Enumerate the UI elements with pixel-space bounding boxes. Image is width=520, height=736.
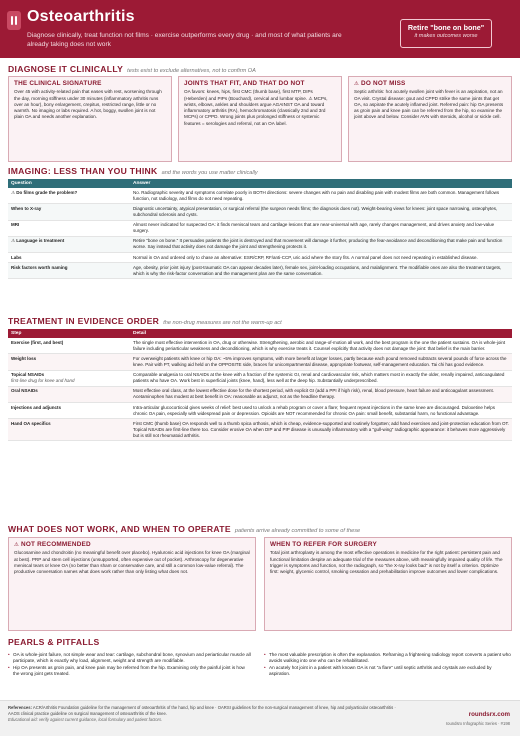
section-note: the non-drug measures are not the warm-up act <box>163 320 282 326</box>
list-item: • An acutely hot joint in a patient with known OA is not "a flare" until septic arthritis and crystals are excluded by aspiration. <box>264 665 512 677</box>
card-joints <box>178 76 342 162</box>
header-banner <box>0 0 520 58</box>
table-header-row <box>8 179 512 188</box>
row-step: Injections and adjuncts <box>8 402 130 418</box>
joint-logo-icon <box>7 11 21 30</box>
warning-icon: ⚠ <box>354 81 360 87</box>
table-row <box>8 402 512 418</box>
row-detail: For overweight patients with knee or hip OA: ~5% improves symptoms, with more benefit at larger losses, partly because each pound removed subtracts several pounds of force across the knee. Pair with PT, walking aid held on the OPPOSITE side, braces for unicompartmental disease, appropriate footwear, self-management education. Tai chi has good evidence. <box>130 354 512 370</box>
card-clinical-signature <box>8 76 172 162</box>
card-title: THE CLINICAL SIGNATURE <box>14 80 102 87</box>
imaging-table <box>8 179 512 279</box>
table-row <box>8 263 512 279</box>
card-do-not-miss <box>348 76 512 162</box>
page-subtitle: Diagnose clinically, treat function not films · exercise outperforms every drug · and most of what patients are already taking does not work <box>27 32 342 49</box>
table-row <box>8 386 512 402</box>
section-note: and the words you use matter clinically <box>161 170 258 176</box>
callout-title: Retire "bone on bone" <box>407 23 485 32</box>
card-body: OA favors: knees, hips, first CMC (thumb base), first MTP, DIPs (Heberden) and PIPs (Bouchard), cervical and lumbar spine. ⚠ MCPs, wrists, elbows, ankles and shoulders argue AGAINST OA and toward inflammatory arthritis (RA), hemochromatosis (classically 2nd and 3rd MCPs) or CPPD. Wrong joints plus prolonged stiffness or systemic features = serologies and referral, not an OA label. <box>184 89 328 126</box>
table-row <box>8 252 512 262</box>
row-step: Hand OA specifics <box>8 419 130 441</box>
section-heading-imaging: IMAGING: LESS THAN YOU THINK and the words you use matter clinically <box>8 166 258 176</box>
educational-note: Educational aid: verify against current guidance, local formulary and patient factors. <box>8 717 163 723</box>
section-heading-pearls: PEARLS & PITFALLS <box>8 637 100 647</box>
section-heading-not-work: WHAT DOES NOT WORK, AND WHEN TO OPERATE patients arrive already committed to some of these <box>8 524 361 534</box>
callout-subtitle: it makes outcomes worse <box>414 32 478 39</box>
row-question: ⚠ Language is treatment <box>8 236 130 252</box>
section-heading-diagnose: DIAGNOSE IT CLINICALLY tests exist to exclude alternatives, not to confirm OA <box>8 64 256 74</box>
card-body: Septic arthritis: hot acutely swollen joint with fever is an aspiration, not an OA visit. Crystal disease: gout and CPPD strike the same joints that get OA, so aspirate the acutely inflamed joint. Referred pain: hip OA presents as groin pain and knee pain can be referred from the hip, so examine the joint above and below. Consider AVN with steroids, alcohol or sickle cell. <box>354 89 504 120</box>
row-question: When to X-ray <box>8 204 130 220</box>
row-answer: Diagnostic uncertainty, atypical presentation, or surgical referral (the surgeon needs films; the diagnosis does not). Weight-bearing views for knees: joint space narrowing, osteophytes, subchondral sclerosis and cysts. <box>130 204 512 220</box>
column-header: Step <box>8 329 130 338</box>
treatment-table <box>8 329 512 441</box>
column-header: Question <box>8 179 130 188</box>
section-heading-treatment: TREATMENT IN EVIDENCE ORDER the non-drug measures are not the warm-up act <box>8 316 282 326</box>
site-link[interactable]: roundsrx.com <box>468 711 510 718</box>
card-title: ⚠ DO NOT MISS <box>354 80 406 87</box>
card-surgery-referral <box>264 537 512 631</box>
section-note: tests exist to exclude alternatives, not to confirm OA <box>127 68 256 74</box>
row-step: Oral NSAIDs <box>8 386 130 402</box>
column-header: Detail <box>130 329 512 338</box>
row-answer: Retire "bone on bone." It persuades patients the joint is destroyed and that movement will damage it further, producing the fear-avoidance and deconditioning that make pain and function worse. Say instead that activity does not damage the joint and strengthening protects it. <box>130 236 512 252</box>
card-body: Over 45 with activity-related pain that eases with rest, worsening through the day, morning stiffness under 30 minutes (inflammatory arthritis runs over an hour), bony enlargement, crepitus, restricted range, little or no warmth. No imaging or labs required. A hot, boggy, swollen joint is not plain OA and needs another explanation. <box>14 89 162 120</box>
row-answer: Almost never indicated for suspected OA: it finds meniscal tears and cartilage lesions that are near-universal with age, rarely changes management, and drives anxiety and low-value surgery. <box>130 220 512 236</box>
row-step: Exercise (first, and best) <box>8 338 130 354</box>
card-body: Total joint arthroplasty is among the most effective operations in medicine for the right patient: persistent pain and functional limitation despite an adequate trial of the measures above, with meaningfully impaired quality of life. The trigger is symptoms and function, not the radiograph, so "the X-ray looks bad" is not by itself a criterion. Optimize first: weight, glycemic control, smoking cessation and prehabilitation improve outcomes and lower complications. <box>270 550 503 575</box>
table-row <box>8 354 512 370</box>
table-row <box>8 370 512 386</box>
pearls-list-left <box>8 652 252 679</box>
row-question: MRI <box>8 220 130 236</box>
references-label: References: <box>8 705 32 710</box>
row-answer: No. Radiographic severity and symptoms correlate poorly in BOTH directions: severe changes with no pain and disabling pain with modest films are both common. Management follows function, not radiology, and films do not need repeating. <box>130 188 512 204</box>
table-row <box>8 220 512 236</box>
card-title: JOINTS THAT FIT, AND THAT DO NOT <box>184 80 305 87</box>
table-row <box>8 204 512 220</box>
table-row <box>8 188 512 204</box>
row-step: Weight loss <box>8 354 130 370</box>
row-question: ⚠ Do films grade the problem? <box>8 188 130 204</box>
callout-box <box>400 19 492 48</box>
column-header: Answer <box>130 179 512 188</box>
row-step: Topical NSAIDs first-line drug for knee and hand <box>8 370 130 386</box>
table-row <box>8 236 512 252</box>
row-detail: The single most effective intervention in OA, drug or otherwise. Strengthening, aerobic and range-of-motion all work, and the best program is the one the patient sustains. OA is whole-joint failure including periarticular weakness and deconditioning, which is why exercise treats it. Counsel explicitly that activity does not damage the joint: that belief is the main barrier. <box>130 338 512 354</box>
row-detail: First CMC (thumb base) OA responds well to a thumb spica orthosis, which is cheap, evidence-supported and routinely forgotten; add hand exercises and joint-protection education from OT. Topical NSAIDs are first-line there too. Consider erosive OA when DIP and PIP disease is unusually inflammatory with a "gull-wing" radiographic appearance: it behaves more aggressively but is still not rheumatoid arthritis. <box>130 419 512 441</box>
row-detail: Most effective oral class, at the lowest effective dose for the shortest period, with explicit GI (add a PPI if high risk), renal, blood pressure, heart failure and anticoagulant assessment. Acetaminophen has modest at best benefit in OA: reasonable as adjunct, not as the headline therapy. <box>130 386 512 402</box>
row-detail: Comparable analgesia to oral NSAIDs at the knee with a fraction of the systemic GI, renal and cardiovascular risk, which matters most in exactly the older, renally impaired, anticoagulated patients who have OA. Work best in superficial joints (knee, hand), less well at the deep hip. Substantially underprescribed. <box>130 370 512 386</box>
row-answer: Age, obesity, prior joint injury (post-traumatic OA can appear decades later), female sex, joint-loading occupations, and malalignment. The modifiable ones are also the treatment targets, which is why the risk-factor conversation and the management plan are the same conversation. <box>130 263 512 279</box>
warning-icon: ⚠ <box>14 542 20 548</box>
card-body: Glucosamine and chondroitin (no meaningful benefit over placebo). Hyaluronic acid injections for knee OA (marginal at best). PRP and stem cell injections (unsupported, often expensive out of pocket). Arthroscopy for degenerative meniscal tears or knee OA (no better than sham or conservative care, and still a common low-value referral). The productive conversation names what does work rather than only listing what does not. <box>14 550 250 575</box>
footer <box>0 700 520 736</box>
row-step-subtitle: first-line drug for knee and hand <box>11 378 75 384</box>
table-header-row <box>8 329 512 338</box>
row-question: Labs <box>8 252 130 262</box>
table-row <box>8 338 512 354</box>
page-title: Osteoarthritis <box>27 8 135 25</box>
row-detail: Intra-articular glucocorticoid gives weeks of relief: best used to unlock a rehab program or cover a flare; frequent repeat injections in the same knee are discouraged. Duloxetine helps chronic OA pain, especially with widespread pain or depression. Opioids are NOT recommended for chronic OA pain: small benefit, substantial harm, no functional advantage. <box>130 402 512 418</box>
card-title: WHEN TO REFER FOR SURGERY <box>270 541 377 548</box>
references-text: ACR/Arthritis Foundation guideline for the management of osteoarthritis of the hand, hip and knee · OARSI guidelines for the non-surgical management of knee, hip and polyarticular osteoarthritis · AAOS clinical practice guideline on surgical management of osteoarthritis of the knee. <box>8 705 396 717</box>
references <box>8 705 408 723</box>
card-not-recommended <box>8 537 256 631</box>
pearls-list-right <box>264 652 512 679</box>
row-question: Risk factors worth naming <box>8 263 130 279</box>
series-label: roundsrx Infographic Series · #198 <box>445 721 510 726</box>
card-title: ⚠ NOT RECOMMENDED <box>14 541 91 548</box>
list-item: • Hip OA presents as groin pain, and knee pain may be referred from the hip. Examining only the painful joint is how the wrong joint gets treated. <box>8 665 252 677</box>
list-item: • The most valuable prescription is often the explanation. Reframing a frightening radiology report converts a patient who avoids walking into one who can be rehabilitated. <box>264 652 512 664</box>
list-item: • OA is whole-joint failure, not simple wear and tear: cartilage, subchondral bone, synovium and periarticular muscle all participate, which is exactly why load, alignment, weight and strength are modifiable. <box>8 652 252 664</box>
table-row <box>8 419 512 441</box>
section-note: patients arrive already committed to some of these <box>234 528 361 534</box>
row-answer: Normal in OA and ordered only to chase an alternative: ESR/CRP, RF/anti-CCP, uric acid where the story fits. A normal panel does not need repeating in established disease. <box>130 252 512 262</box>
